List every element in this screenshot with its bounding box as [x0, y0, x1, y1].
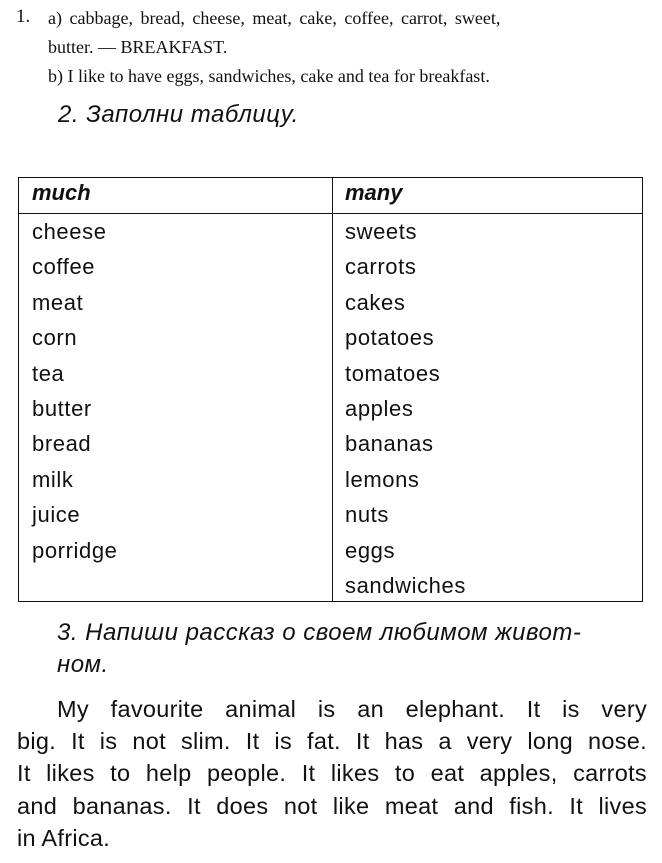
column-divider [332, 178, 333, 601]
much-many-table [18, 177, 643, 602]
exercise-number: 1. [16, 6, 31, 27]
story-line: big. It is not slim. It is fat. It has a very long nose. [17, 728, 647, 755]
many-item: lemons [345, 466, 420, 492]
many-item: nuts [345, 502, 389, 528]
many-item: carrots [345, 254, 417, 280]
much-item: juice [32, 502, 81, 528]
many-item: sandwiches [345, 572, 466, 598]
many-item: apples [345, 395, 414, 421]
exercise-1-line-c: b) I like to have eggs, sandwiches, cake and tea for breakfast. [48, 66, 490, 86]
many-item: bananas [345, 431, 434, 457]
exercise-1-line-b: butter. — BREAKFAST. [48, 37, 228, 57]
exercise-3-heading-line-2: ном. [57, 651, 109, 678]
many-item: potatoes [345, 325, 435, 351]
story-line: in Africa. [17, 824, 111, 851]
much-item: meat [32, 289, 84, 315]
header-much: much [32, 180, 91, 205]
many-item: tomatoes [345, 360, 441, 386]
exercise-3-heading-line-1: 3. Напиши рассказ о своем любимом живот- [57, 619, 582, 646]
many-column [345, 217, 466, 606]
much-item: tea [32, 360, 65, 386]
much-item: corn [32, 325, 78, 351]
exercise-1-line-a: a) cabbage, bread, cheese, meat, cake, coffee, carrot, sweet, [48, 8, 501, 28]
much-item: coffee [32, 254, 96, 280]
many-item: eggs [345, 537, 396, 563]
much-item: cheese [32, 219, 107, 244]
much-item: butter [32, 395, 92, 421]
header-divider [19, 213, 642, 214]
much-item: bread [32, 431, 92, 457]
much-column [32, 217, 118, 571]
story-line: and bananas. It does not like meat and fish. It lives [17, 792, 647, 819]
story-line: It likes to help people. It likes to eat apples, carrots [17, 760, 647, 787]
exercise-2-heading: 2. Заполни таблицу. [58, 101, 299, 128]
story-paragraph [17, 693, 647, 854]
many-item: cakes [345, 289, 406, 315]
much-item: porridge [32, 537, 118, 563]
much-item: milk [32, 466, 74, 492]
header-many: many [345, 180, 403, 205]
story-line: My favourite animal is an elephant. It is very [57, 696, 647, 722]
many-item: sweets [345, 219, 418, 244]
